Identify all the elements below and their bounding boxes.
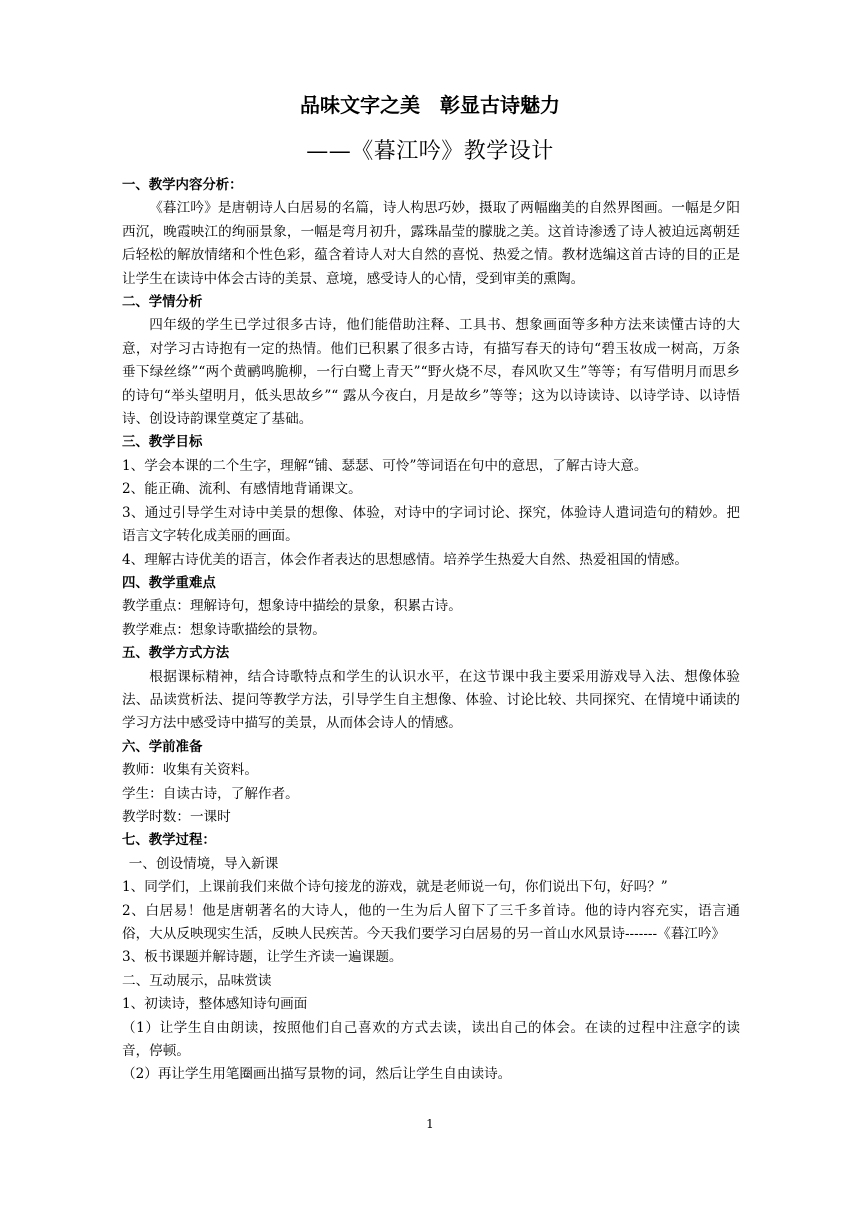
body-paragraph: 教学重点：理解诗句，想象诗中描绘的景象，积累古诗。 (122, 598, 462, 615)
section-heading: 六、学前准备 (122, 739, 203, 755)
document-title: 品味文字之美 彰显古诗魅力 (300, 93, 560, 117)
body-paragraph: 教学难点：想象诗歌描绘的景物。 (122, 621, 326, 638)
body-paragraph: 一、创设情境，导入新课 (128, 855, 279, 872)
body-paragraph: 教学时数：一课时 (122, 808, 231, 825)
body-paragraph: 4、理解古诗优美的语言，体会作者表达的思想感情。培养学生热爱大自然、热爱祖国的情感。 (122, 551, 688, 568)
section-heading: 二、学情分析 (122, 295, 203, 311)
body-paragraph: 《暮江吟》是唐朝诗人白居易的名篇，诗人构思巧妙，摄取了两幅幽美的自然界图画。一幅是夕阳西沉，晚霞映江的绚丽景象，一幅是弯月初升，露珠晶莹的朦胧之美。这首诗渗透了诗人被迫远离朝廷后轻松的解放情绪和个性色彩，蕴含着诗人对大自然的喜悦、热爱之情。教材选编这首古诗的目的正是让学生在读诗中体会古诗的美景、意境，感受诗人的心情，受到审美的熏陶。 (122, 200, 740, 287)
body-paragraph: 根据课标精神，结合诗歌特点和学生的认识水平，在这节课中我主要采用游戏导入法、想像体验法、品读赏析法、提问等教学方法，引导学生自主想像、体验、讨论比较、共同探究、在情境中诵读的学习方法中感受诗中描写的美景，从而体会诗人的情感。 (122, 668, 740, 732)
document-body (122, 174, 740, 1087)
body-paragraph: 1、学会本课的二个生字，理解“铺、瑟瑟、可怜”等词语在句中的意思，了解古诗大意。 (122, 457, 648, 474)
body-paragraph: （1）让学生自由朗读，按照他们自己喜欢的方式去读，读出自己的体会。在读的过程中注意字的读音，停顿。 (122, 1019, 740, 1060)
body-paragraph: 二、互动展示，品味赏读 (122, 972, 272, 989)
body-paragraph: 四年级的学生已学过很多古诗，他们能借助注释、工具书、想象画面等多种方法来读懂古诗的大意，对学习古诗抱有一定的热情。他们已积累了很多古诗，有描写春天的诗句“碧玉妆成一树高，万条垂下绿丝绦”“两个黄鹂鸣脆柳，一行白鹭上青天”“野火烧不尽，春风吹又生”等等；有写借明月而思乡的诗句“举头望明月，低头思故乡”“ 露从今夜白，月是故乡”等等；这为以诗读诗、以诗学诗、以诗悟诗、创设诗韵课堂奠定了基础。 (122, 317, 740, 428)
section-heading: 四、教学重难点 (122, 575, 216, 591)
body-paragraph: 1、同学们，上课前我们来做个诗句接龙的游戏，就是老师说一句，你们说出下句，好吗？” (122, 879, 668, 896)
body-paragraph: 3、板书课题并解诗题，让学生齐读一遍课题。 (122, 949, 403, 966)
body-paragraph: 学生：自读古诗，了解作者。 (122, 785, 299, 802)
body-paragraph: 1、初读诗，整体感知诗句画面 (122, 996, 308, 1013)
section-heading: 五、教学方式方法 (122, 646, 230, 662)
section-heading: 三、教学目标 (122, 435, 203, 451)
body-paragraph: 3、通过引导学生对诗中美景的想像、体验，对诗中的字词讨论、探究，体验诗人遣词造句的精妙。把语言文字转化成美丽的画面。 (122, 504, 740, 545)
page-number: 1 (426, 1117, 434, 1131)
document-subtitle: ——《暮江吟》教学设计 (306, 139, 554, 164)
section-heading: 一、教学内容分析： (122, 178, 243, 193)
body-paragraph: 2、白居易！他是唐朝著名的大诗人，他的一生为后人留下了三千多首诗。他的诗内容充实，语言通俗，大从反映现实生活，反映人民疾苦。今天我们要学习白居易的另一首山水风景诗-------《暮江吟》 (122, 902, 740, 942)
section-heading: 七、教学过程： (122, 833, 216, 849)
body-paragraph: 2、能正确、流利、有感情地背诵课文。 (122, 481, 362, 498)
body-paragraph: 教师：收集有关资料。 (122, 762, 258, 779)
body-paragraph: （2）再让学生用笔圈画出描写景物的词，然后让学生自由读诗。 (122, 1066, 512, 1083)
